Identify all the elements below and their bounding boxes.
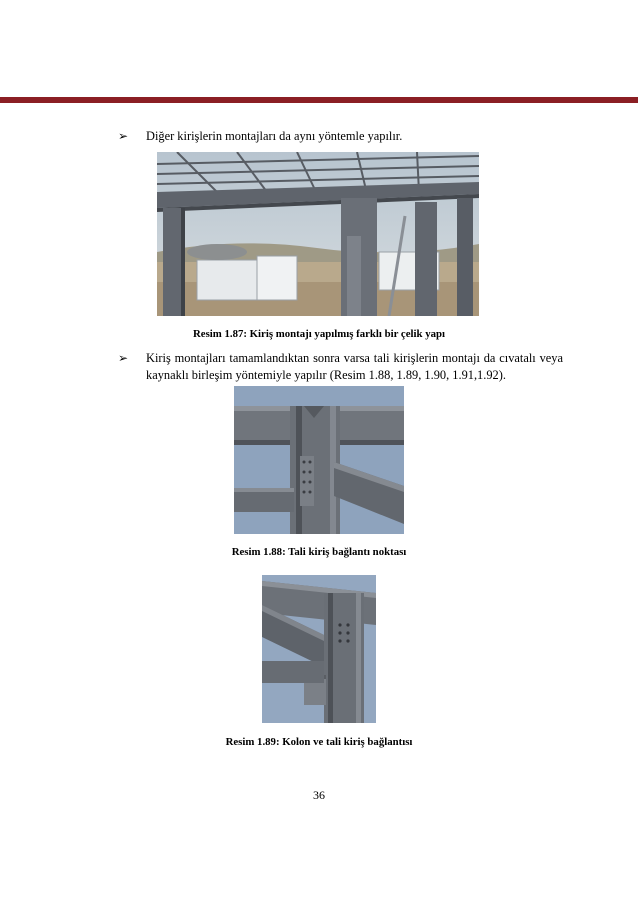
figure-caption-1-87: Resim 1.87: Kiriş montajı yapılmış farklı bir çelik yapı: [192, 328, 446, 340]
arrow-bullet-icon: ➢: [118, 129, 129, 143]
figure-caption-1-88: Resim 1.88: Tali kiriş bağlantı noktası: [231, 546, 407, 558]
arrow-bullet-icon: ➢: [118, 351, 129, 365]
photo-column-secondary-beam: [262, 575, 376, 723]
header-rule: [0, 97, 638, 103]
figure-caption-1-89: Resim 1.89: Kolon ve tali kiriş bağlantısı: [225, 736, 413, 748]
photo-secondary-beam-joint: [234, 386, 404, 534]
photo-steel-structure: [157, 152, 479, 316]
bullet-text: Diğer kirişlerin montajları da aynı yöntemle yapılır.: [146, 129, 403, 143]
page-number: 36: [313, 788, 325, 802]
bullet-text: Kiriş montajları tamamlandıktan sonra varsa tali kirişlerin montajı da cıvatalı veya kaynaklı birleşim yöntemiyle yapılır (Resim 1.88, 1.89, 1.90, 1.91,1.92).: [146, 351, 563, 382]
